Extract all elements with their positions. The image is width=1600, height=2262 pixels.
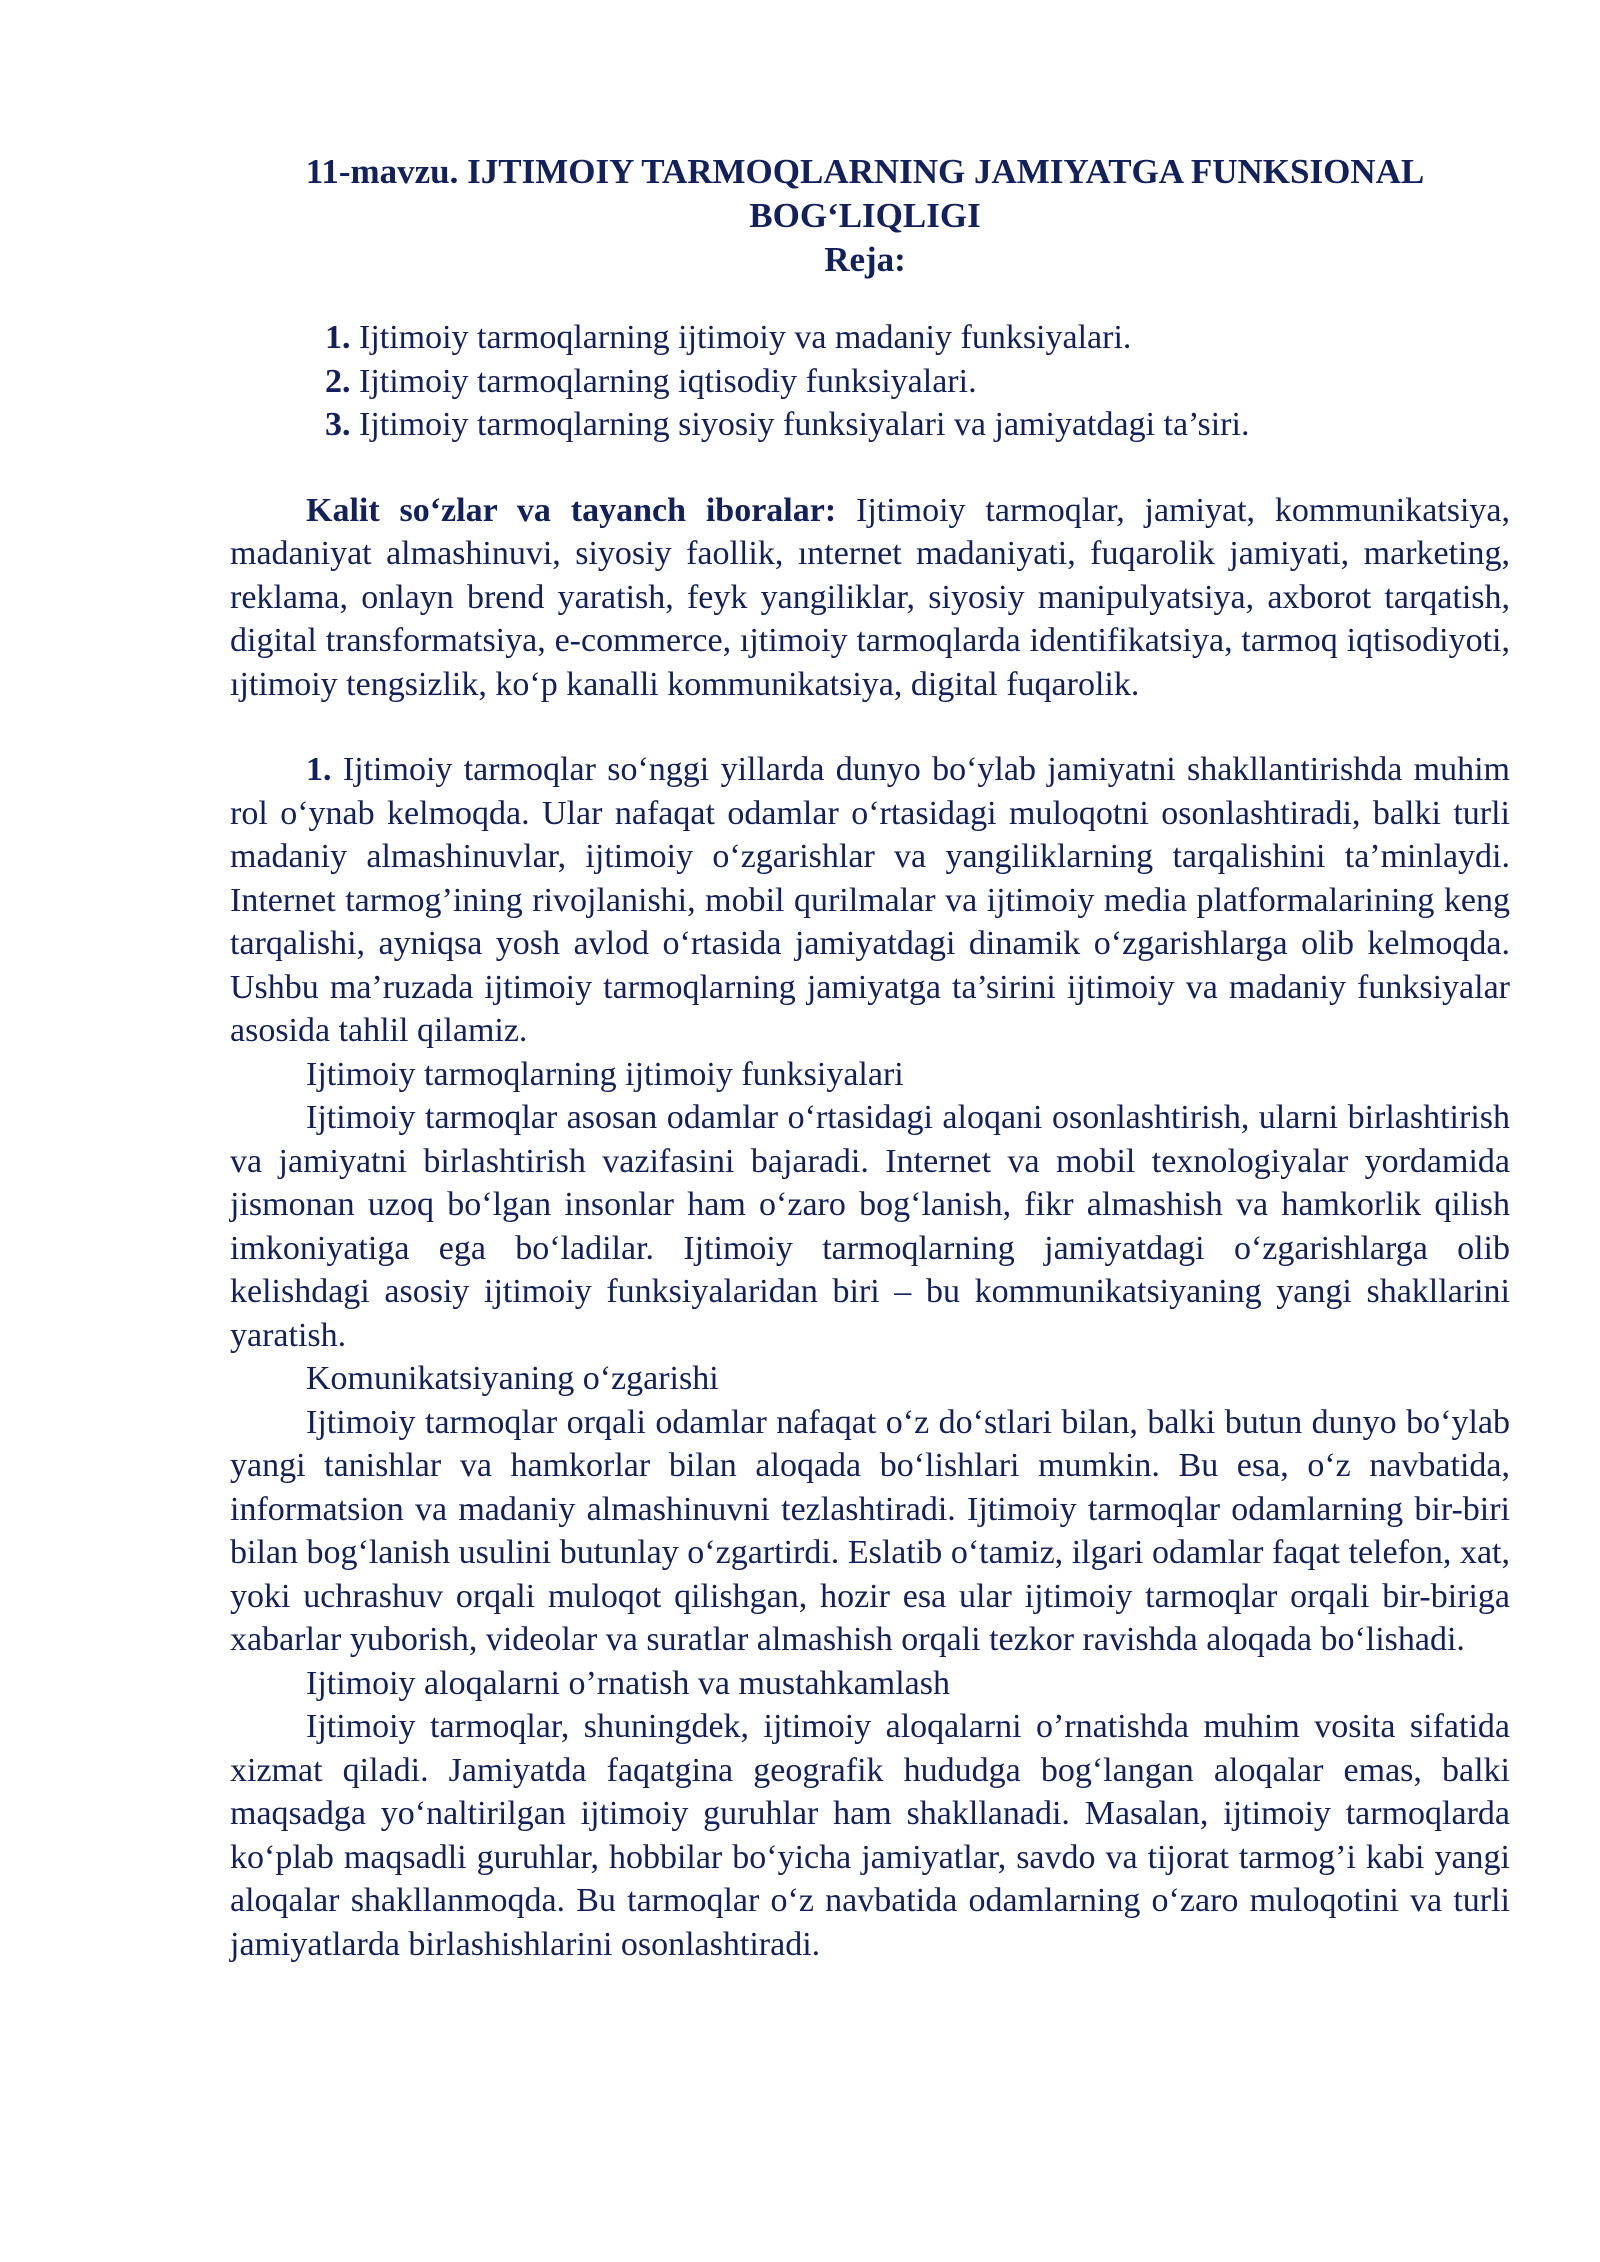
plan-label: Reja: — [824, 240, 906, 279]
plan-item-text: Ijtimoiy tarmoqlarning siyosiy funksiyalari va jamiyatdagi ta’siri. — [350, 406, 1250, 443]
plan-item — [325, 403, 1510, 447]
subheading-social-ties: Ijtimoiy aloqalarni o’rnatish va mustahkamlash — [306, 1664, 950, 1702]
paragraph-social-functions: Ijtimoiy tarmoqlar asosan odamlar o‘rtasidagi aloqani osonlashtirish, ularni birlashtirish va jamiyatni birlashtirish vazifasini bajaradi. Internet va mobil texnologiyalar yordamida jismonan uzoq bo‘lgan insonlar ham o‘zaro bog‘lanish, fikr almashish va hamkorlik qilish imkoniyatiga ega bo‘ladilar. Ijtimoiy tarmoqlarning jamiyatdagi o‘zgarishlarga olib kelishdagi asosiy ijtimoiy funksiyalaridan biri – bu kommunikatsiyaning yangi shakllarini yaratish. — [230, 1099, 1510, 1354]
intro-text: Ijtimoiy tarmoqlar so‘nggi yillarda dunyo bo‘ylab jamiyatni shakllantirishda muhim rol o‘ynab kelmoqda. Ular nafaqat odamlar o‘rtasidagi muloqotni osonlashtiradi, balki turli madaniy almashinuvlar, ijtimoiy o‘zgarishlar va yangiliklarning tarqalishini ta’minlaydi. Internet tarmog’ining rivojlanishi, mobil qurilmalar va ijtimoiy media platformalarining keng tarqalishi, ayniqsa yosh avlod o‘rtasida jamiyatdagi dinamik o‘zgarishlarga olib kelmoqda. Ushbu ma’ruzada ijtimoiy tarmoqlarning jamiyatga ta’sirini ijtimoiy va madaniy funksiyalar asosida tahlil qilamiz. — [230, 751, 1510, 1049]
plan-item-number: 2. — [325, 362, 351, 400]
plan-item — [325, 316, 1510, 360]
keywords-text: Ijtimoiy tarmoqlar, jamiyat, kommunikatsiya, madaniyat almashinuvi, siyosiy faollik, ınternet madaniyati, fuqarolik jamiyati, marketing, reklama, onlayn brend yaratish, feyk yangiliklar, siyosiy manipulyatsiya, axborot tarqatish, digital transformatsiya, e-commerce, ıjtimoiy tarmoqlarda identifikatsiya, tarmoq iqtisodiyoti, ıjtimoiy tengsizlik, ko‘p kanalli kommunikatsiya, digital fuqarolik. — [230, 491, 1511, 703]
title-line-1 — [220, 150, 1510, 194]
plan-item-text: Ijtimoiy tarmoqlarning ijtimoiy va madaniy funksiyalari. — [350, 319, 1132, 356]
subheading-communication-change: Komunikatsiyaning o‘zgarishi — [306, 1360, 719, 1397]
paragraph-communication-change: Ijtimoiy tarmoqlar orqali odamlar nafaqat o‘z do‘stlari bilan, balki butun dunyo bo‘ylab yangi tanishlar va hamkorlar bilan aloqada bo‘lishlari mumkin. Bu esa, o‘z navbatida, informatsion va madaniy almashinuvni tezlashtiradi. Ijtimoiy tarmoqlar odamlarning bir-biri bilan bog‘lanish usulini butunlay o‘zgartirdi. Eslatib o‘tamiz, ilgari odamlar faqat telefon, xat, yoki uchrashuv orqali muloqot qilishgan, hozir esa ular ijtimoiy tarmoqlar orqali bir-biriga xabarlar yuborish, videolar va suratlar almashish orqali tezkor ravishda aloqada bo‘lishadi. — [230, 1403, 1510, 1658]
topic-number: 11-mavzu. — [305, 152, 459, 191]
intro-number: 1. — [306, 751, 332, 788]
plan-item-number: 3. — [325, 406, 351, 443]
keywords-paragraph — [230, 489, 1510, 707]
plan-item — [325, 360, 1510, 404]
plan-item-text: Ijtimoiy tarmoqlarning iqtisodiy funksiyalari. — [350, 362, 977, 400]
plan-item-number: 1. — [325, 319, 351, 356]
keywords-label: Kalit so‘zlar va tayanch iboralar: — [306, 491, 837, 529]
title-line-2: BOG‘LIQLIGI — [749, 196, 981, 235]
paragraph-social-ties: Ijtimoiy tarmoqlar, shuningdek, ijtimoiy aloqalarni o’rnatishda muhim vosita sifatida xizmat qiladi. Jamiyatda faqatgina geografik hududga bog‘langan aloqalar emas, balki maqsadga yo‘naltirilgan ijtimoiy guruhlar ham shakllanadi. Masalan, ijtimoiy tarmoqlarda ko‘plab maqsadli guruhlar, hobbilar bo‘yicha jamiyatlar, savdo va tijorat tarmog’i kabi yangi aloqalar shakllanmoqda. Bu tarmoqlar o‘z navbatida odamlarning o‘zaro muloqotini va turli jamiyatlarda birlashishlarini osonlashtiradi. — [230, 1708, 1510, 1963]
intro-paragraph — [230, 748, 1510, 1053]
title-text: IJTIMOIY TARMOQLARNING JAMIYATGA FUNKSIONAL — [458, 152, 1425, 191]
document-title — [220, 150, 1510, 282]
subheading-social-functions: Ijtimoiy tarmoqlarning ijtimoiy funksiyalari — [306, 1055, 904, 1093]
plan-list — [325, 316, 1510, 447]
